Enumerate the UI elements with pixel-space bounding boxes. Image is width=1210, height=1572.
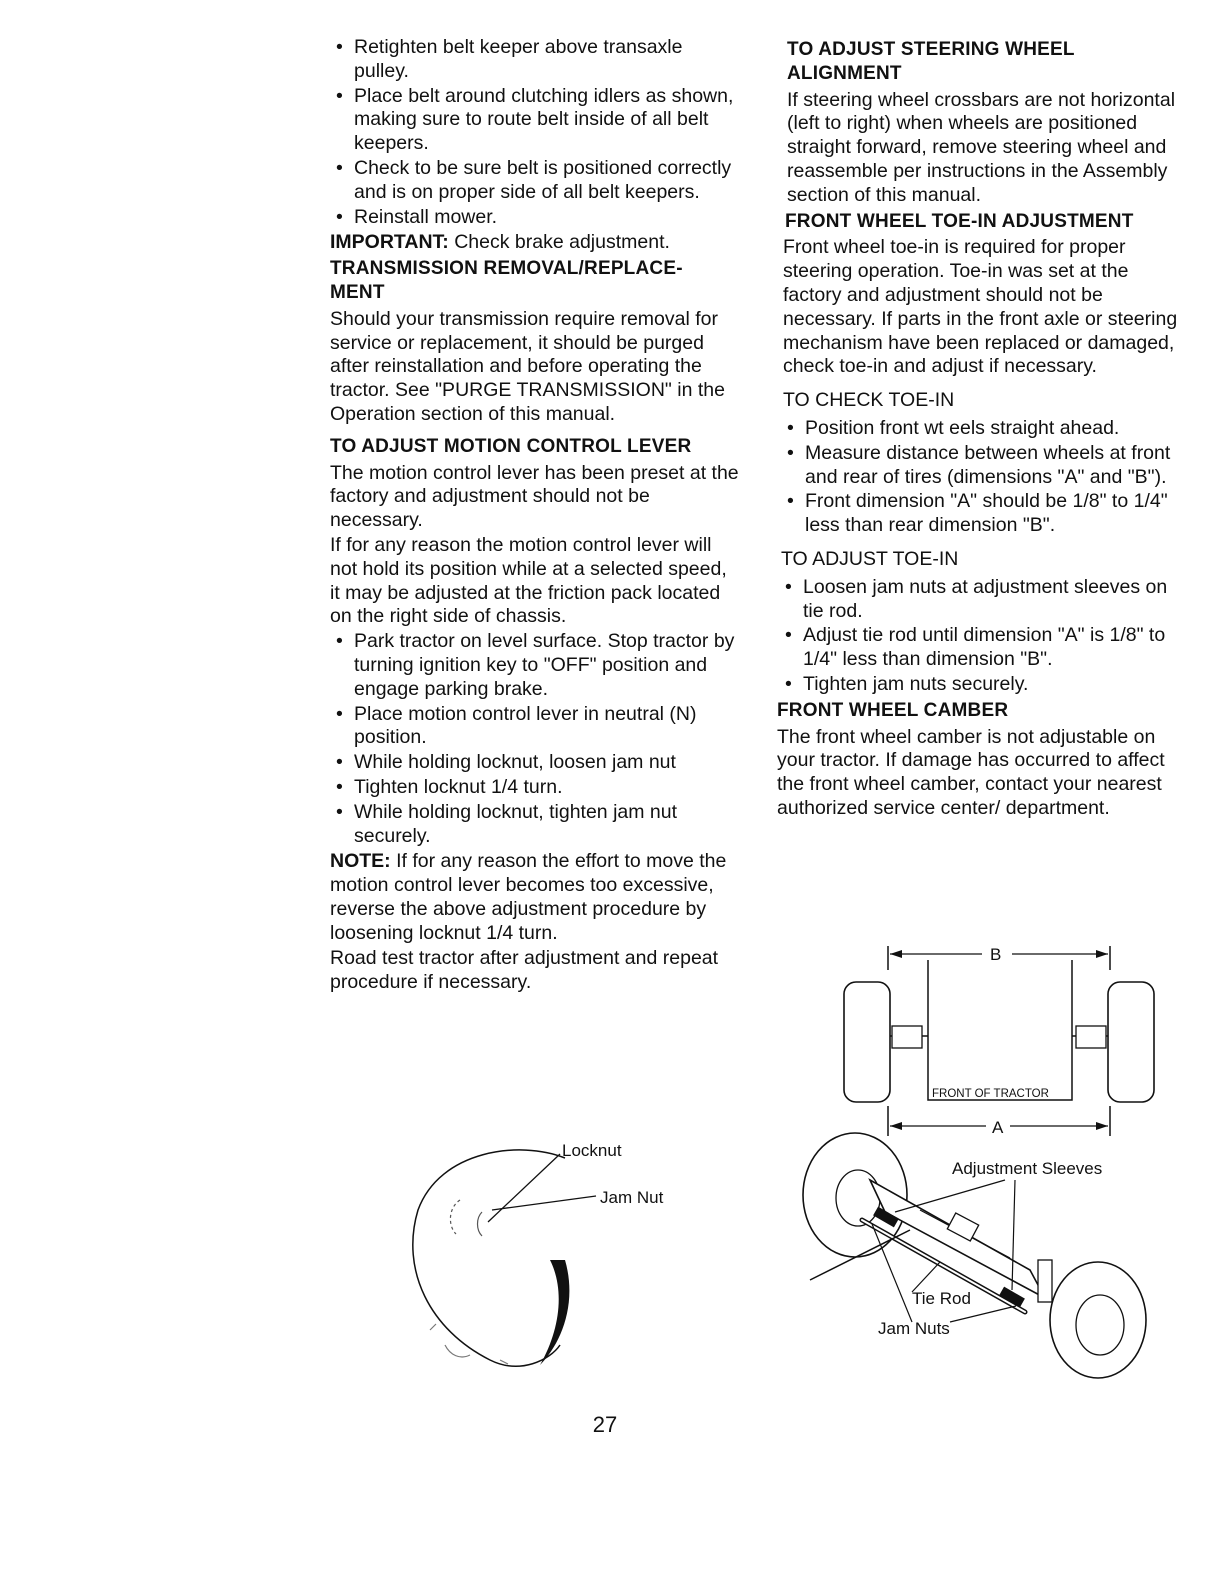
locknut-figure	[400, 1130, 700, 1410]
important-label: IMPORTANT:	[330, 231, 449, 254]
right-column	[777, 36, 1187, 822]
list-item: • Check to be sure belt is positioned correctly and is on proper side of all belt keepers.	[330, 157, 740, 205]
important-text: Check brake adjustment.	[454, 231, 670, 254]
jam-nut-label: Jam Nut	[600, 1188, 664, 1207]
important-note	[330, 231, 740, 255]
motion-control-heading: TO ADJUST MOTION CONTROL LEVER	[330, 435, 692, 457]
friction-pack-shadow	[540, 1260, 569, 1365]
adjustment-sleeves-leader-1	[895, 1180, 1005, 1212]
check-toe-in-subheading: TO CHECK TOE-IN	[783, 389, 955, 412]
dim-b-arrow-right	[1096, 950, 1108, 958]
locknut-shape	[450, 1200, 460, 1234]
camber-heading: FRONT WHEEL CAMBER	[777, 699, 1009, 721]
steering-text: If steering wheel crossbars are not horizontal (left to right) when wheels are positioned straight forward, remove steering wheel and reassemble per instructions in the Assembly section of this manual.	[787, 88, 1176, 206]
front-of-tractor-label: FRONT OF TRACTOR	[932, 1088, 1049, 1100]
list-item: • Measure distance between wheels at front and rear of tires (dimensions "A" and "B").	[781, 442, 1187, 490]
jam-nut-shape	[478, 1212, 483, 1236]
toe-in-text: Front wheel toe-in is required for proper steering operation. Toe-in was set at the factory and adjustment should not be necessary. If parts in the front axle or steering mechanism have been replaced or damaged, check toe-in and adjust if necessary.	[783, 236, 1178, 378]
list-item: • Loosen jam nuts at adjustment sleeves on tie rod.	[779, 576, 1187, 624]
locknut-leader	[488, 1154, 560, 1222]
toe-in-diagram	[830, 940, 1130, 1140]
motion-control-text-1: The motion control lever has been preset at the factory and adjustment should not be necessary.	[330, 461, 739, 532]
left-front-tire	[844, 982, 890, 1102]
jam-nuts-label: Jam Nuts	[878, 1319, 950, 1338]
intro-bullet-list	[330, 36, 740, 229]
list-item: • Place motion control lever in neutral (N) position.	[330, 703, 740, 751]
camber-text: The front wheel camber is not adjustable on your tractor. If damage has occurred to affect the front wheel camber, contact your nearest authorized service center/ department.	[777, 725, 1165, 819]
bolt-detail	[430, 1324, 508, 1364]
toe-in-heading: FRONT WHEEL TOE-IN ADJUSTMENT	[785, 210, 1134, 232]
list-item: • Retighten belt keeper above transaxle pulley.	[330, 36, 740, 84]
jam-nuts-leader-2	[950, 1306, 1016, 1322]
adjust-toe-in-subheading: TO ADJUST TOE-IN	[781, 547, 959, 570]
list-item: • Place belt around clutching idlers as shown, making sure to route belt inside of all belt keepers.	[330, 85, 740, 156]
friction-pack-outline	[413, 1150, 565, 1366]
list-item: • Tighten jam nuts securely.	[779, 673, 1187, 697]
list-item: • While holding locknut, loosen jam nut	[330, 751, 740, 775]
adjustment-sleeves-label: Adjustment Sleeves	[952, 1159, 1103, 1178]
list-item: • Front dimension "A" should be 1/8" to 1/4" less than rear dimension "B".	[781, 490, 1187, 538]
list-item: • Reinstall mower.	[330, 206, 740, 230]
page-number: 27	[592, 1412, 618, 1437]
list-item: • Tighten locknut 1/4 turn.	[330, 776, 740, 800]
right-axle-bracket	[1076, 1026, 1106, 1048]
note-paragraph	[330, 850, 740, 945]
transmission-heading: TRANSMISSION REMOVAL/REPLACE- MENT	[330, 258, 683, 303]
road-test-text: Road test tractor after adjustment and repeat procedure if necessary.	[330, 947, 719, 994]
list-item: • Adjust tie rod until dimension "A" is 1/8" to 1/4" less than dimension "B".	[779, 624, 1187, 672]
list-item: • Position front wt eels straight ahead.	[781, 417, 1187, 441]
tie-rod-label: Tie Rod	[912, 1289, 971, 1308]
check-toe-in-bullet-list	[781, 417, 1187, 538]
dim-a-label: A	[992, 1118, 1004, 1137]
dim-b-label: B	[990, 945, 1002, 964]
note-text: If for any reason the effort to move the motion control lever becomes too excessive, reverse the above adjustment procedure by loosening locknut 1/4 turn.	[330, 850, 727, 944]
motion-control-bullet-list	[330, 630, 740, 848]
right-spindle-post	[1038, 1260, 1052, 1302]
steering-heading: TO ADJUST STEERING WHEEL ALIGNMENT	[787, 39, 1075, 84]
right-front-tire	[1108, 982, 1154, 1102]
list-item: • While holding locknut, tighten jam nut securely.	[330, 801, 740, 849]
adjust-toe-in-bullet-list	[779, 576, 1187, 697]
locknut-label: Locknut	[562, 1141, 622, 1160]
note-label: NOTE:	[330, 850, 391, 873]
front-axle-diagram	[800, 1120, 1150, 1390]
left-axle-bracket	[892, 1026, 922, 1048]
chassis-outline	[928, 960, 1072, 1100]
transmission-text: Should your transmission require removal for service or replacement, it should be purged after reinstallation and before operating the tractor. See "PURGE TRANSMISSION" in the Operation section of this manual.	[330, 307, 725, 425]
tie-rod-leader	[912, 1262, 940, 1292]
dim-b-arrow-left	[890, 950, 902, 958]
left-column	[330, 36, 740, 996]
right-front-wheel	[1050, 1262, 1146, 1378]
motion-control-text-2: If for any reason the motion control lever will not hold its position while at a selected speed, it may be adjusted at the friction pack located on the right side of chassis.	[330, 533, 727, 628]
list-item: • Park tractor on level surface. Stop tractor by turning ignition key to "OFF" position and engage parking brake.	[330, 630, 740, 701]
